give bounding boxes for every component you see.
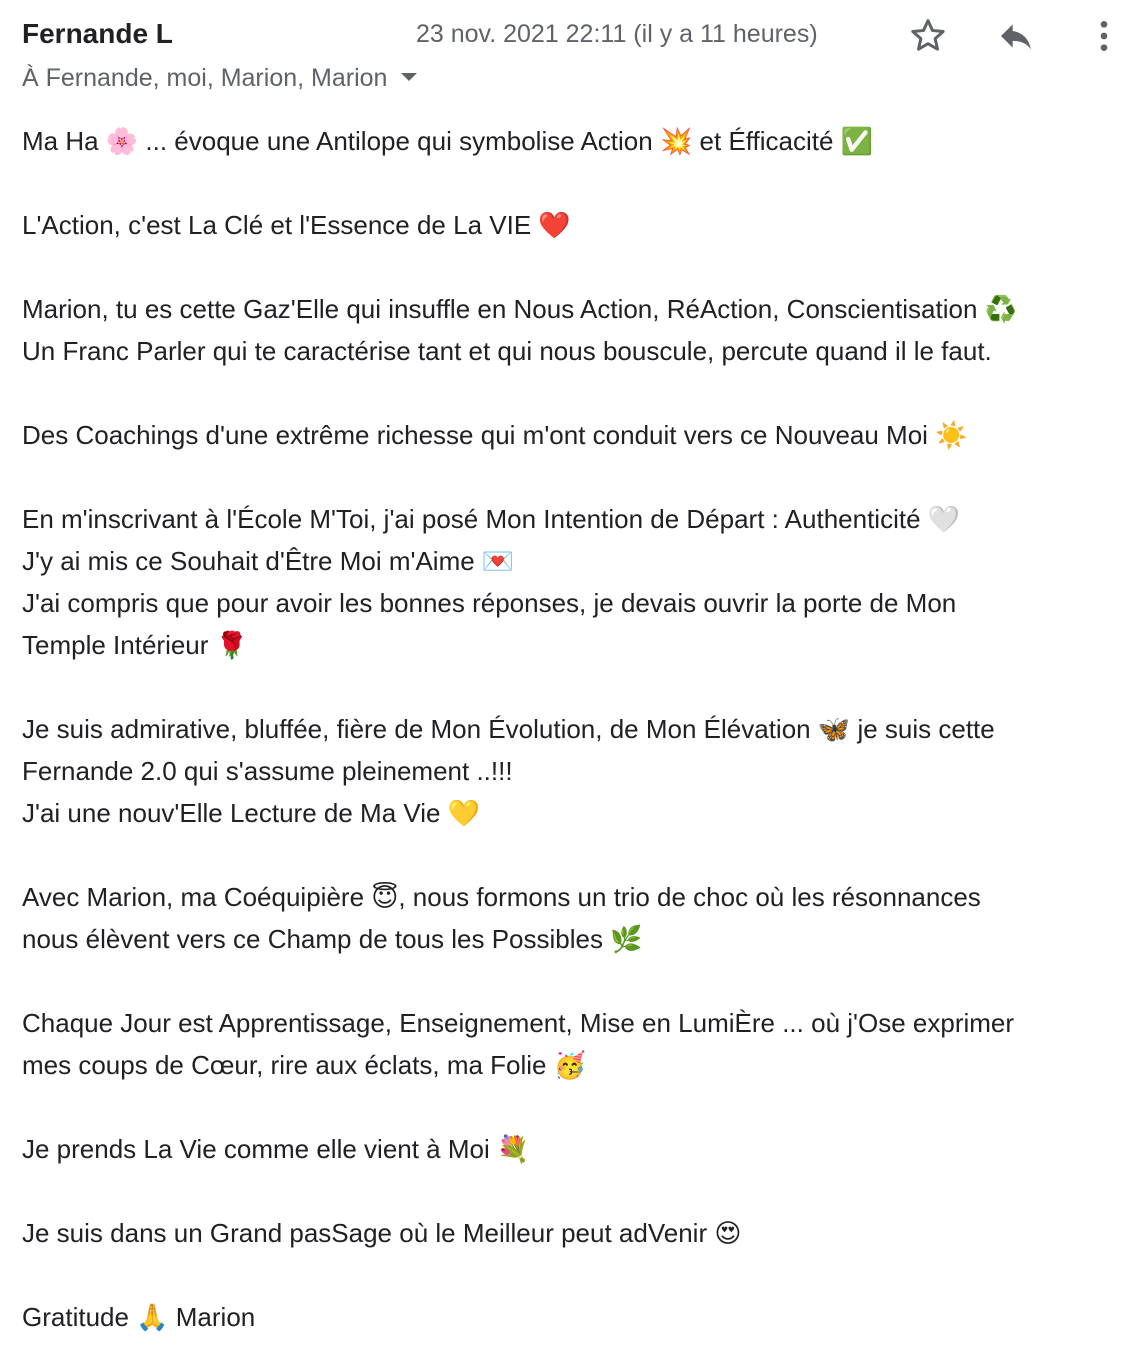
message-line: Je suis admirative, bluffée, fière de Mon Évolution, de Mon Élévation 🦋 je suis cette: [22, 714, 995, 744]
more-options-button[interactable]: [1082, 14, 1126, 58]
message-line: Gratitude 🙏 Marion: [22, 1302, 256, 1332]
recipients-text: À Fernande, moi, Marion, Marion: [22, 64, 388, 92]
more-vertical-icon: [1084, 16, 1124, 56]
message-line: J'ai compris que pour avoir les bonnes réponses, je devais ouvrir la porte de Mon: [22, 588, 957, 618]
message-line: J'y ai mis ce Souhait d'Être Moi m'Aime 💌: [22, 546, 515, 576]
message-line: Chaque Jour est Apprentissage, Enseignement, Mise en LumiÈre ... où j'Ose exprimer: [22, 1008, 1015, 1038]
message-line: Je prends La Vie comme elle vient à Moi 💐: [22, 1134, 530, 1164]
message-body: [22, 120, 1122, 1338]
caret-down-icon[interactable]: [401, 73, 417, 81]
message-date[interactable]: 23 nov. 2021 22:11 (il y a 11 heures): [416, 20, 818, 48]
sender-name[interactable]: Fernande L: [22, 18, 173, 49]
star-icon: [908, 16, 948, 56]
blank-line: [22, 1086, 1122, 1128]
message-line: mes coups de Cœur, rire aux éclats, ma Folie 🥳: [22, 1050, 587, 1080]
message-line: nous élèvent vers ce Champ de tous les Possibles 🌿: [22, 924, 643, 954]
reply-button[interactable]: [994, 14, 1038, 58]
star-button[interactable]: [906, 14, 950, 58]
blank-line: [22, 372, 1122, 414]
blank-line: [22, 1170, 1122, 1212]
message-line: J'ai une nouv'Elle Lecture de Ma Vie 💛: [22, 798, 481, 828]
blank-line: [22, 162, 1122, 204]
message-line: Un Franc Parler qui te caractérise tant et qui nous bouscule, percute quand il le faut.: [22, 336, 992, 366]
message-header: [22, 14, 1112, 60]
reply-icon: [996, 16, 1036, 56]
blank-line: [22, 666, 1122, 708]
message-line: Temple Intérieur 🌹: [22, 630, 249, 660]
message-line: Marion, tu es cette Gaz'Elle qui insuffle en Nous Action, RéAction, Conscientisation ♻️: [22, 294, 1018, 324]
message-line: En m'inscrivant à l'École M'Toi, j'ai posé Mon Intention de Départ : Authenticité 🤍: [22, 504, 961, 534]
message-line: Je suis dans un Grand pasSage où le Meilleur peut adVenir 😍: [22, 1218, 742, 1248]
message-line: Des Coachings d'une extrême richesse qui m'ont conduit vers ce Nouveau Moi ☀️: [22, 420, 968, 450]
message-line: Avec Marion, ma Coéquipière 😇, nous formons un trio de choc où les résonnances: [22, 882, 981, 912]
recipients-line: [22, 64, 417, 93]
blank-line: [22, 1254, 1122, 1296]
blank-line: [22, 246, 1122, 288]
message-line: L'Action, c'est La Clé et l'Essence de La VIE ❤️: [22, 210, 571, 240]
blank-line: [22, 960, 1122, 1002]
message-line: Ma Ha 🌸 ... évoque une Antilope qui symbolise Action 💥 et Éfficacité ✅: [22, 126, 874, 156]
message-line: Fernande 2.0 qui s'assume pleinement ..!!!: [22, 756, 513, 786]
blank-line: [22, 834, 1122, 876]
blank-line: [22, 456, 1122, 498]
